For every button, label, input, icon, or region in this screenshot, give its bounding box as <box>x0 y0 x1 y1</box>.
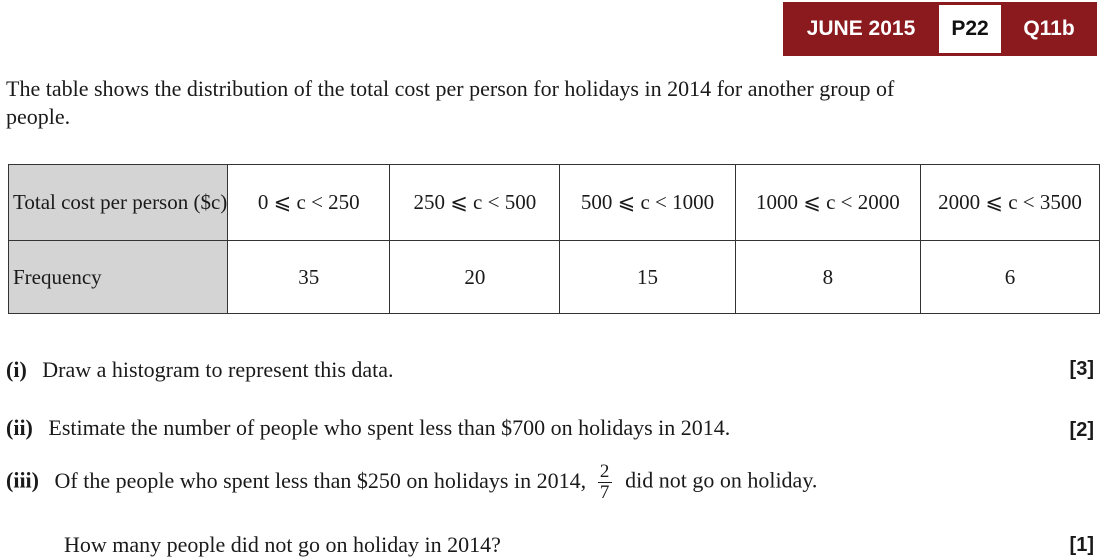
table-cell: 15 <box>560 241 735 314</box>
row-header-cost <box>9 165 228 241</box>
frequency-table <box>8 164 1100 314</box>
question-iii-followup: How many people did not go on holiday in 2014? <box>64 532 501 557</box>
question-iii <box>6 463 817 502</box>
table-cell: 250 ⩽ c < 500 <box>390 165 560 241</box>
row-header-frequency: Frequency <box>9 241 228 314</box>
question-number: Q11b <box>1023 17 1075 40</box>
table-cell: 8 <box>735 241 920 314</box>
question-iii-text-after: did not go on holiday. <box>625 467 818 493</box>
question-iii-text-before: Of the people who spent less than $250 on holidays in 2014, <box>54 467 587 493</box>
intro-text: The table shows the distribution of the total cost per person for holidays in 2014 for another group of people. <box>6 76 895 129</box>
table-cell: 35 <box>228 241 390 314</box>
row-header-cost-label: Total cost per person ($c) <box>13 190 228 214</box>
question-i-text: Draw a histogram to represent this data. <box>42 357 394 382</box>
question-ii-marks: [2] <box>1069 419 1094 441</box>
question-i <box>6 357 394 383</box>
question-ii-number: (ii) <box>6 415 33 440</box>
table-row <box>9 165 1100 241</box>
fraction-numerator: 2 <box>599 461 610 482</box>
fraction-two-sevenths <box>598 463 612 502</box>
table-cell: 20 <box>390 241 560 314</box>
exam-date: JUNE 2015 <box>806 17 916 40</box>
table-cell: 1000 ⩽ c < 2000 <box>735 165 920 241</box>
table-cell: 6 <box>921 241 1100 314</box>
question-reference-badge <box>783 2 1097 56</box>
fraction-denominator: 7 <box>599 482 610 503</box>
table-cell: 2000 ⩽ c < 3500 <box>921 165 1100 241</box>
table-row <box>9 241 1100 314</box>
table-cell: 500 ⩽ c < 1000 <box>560 165 735 241</box>
question-iii-number: (iii) <box>6 467 39 493</box>
table-cell: 0 ⩽ c < 250 <box>228 165 390 241</box>
paper-number: P22 <box>939 5 1001 53</box>
question-i-number: (i) <box>6 357 27 382</box>
question-ii-text: Estimate the number of people who spent less than $700 on holidays in 2014. <box>48 415 731 440</box>
question-ii <box>6 415 730 441</box>
question-i-marks: [3] <box>1069 358 1094 380</box>
question-iii-marks: [1] <box>1069 534 1094 556</box>
